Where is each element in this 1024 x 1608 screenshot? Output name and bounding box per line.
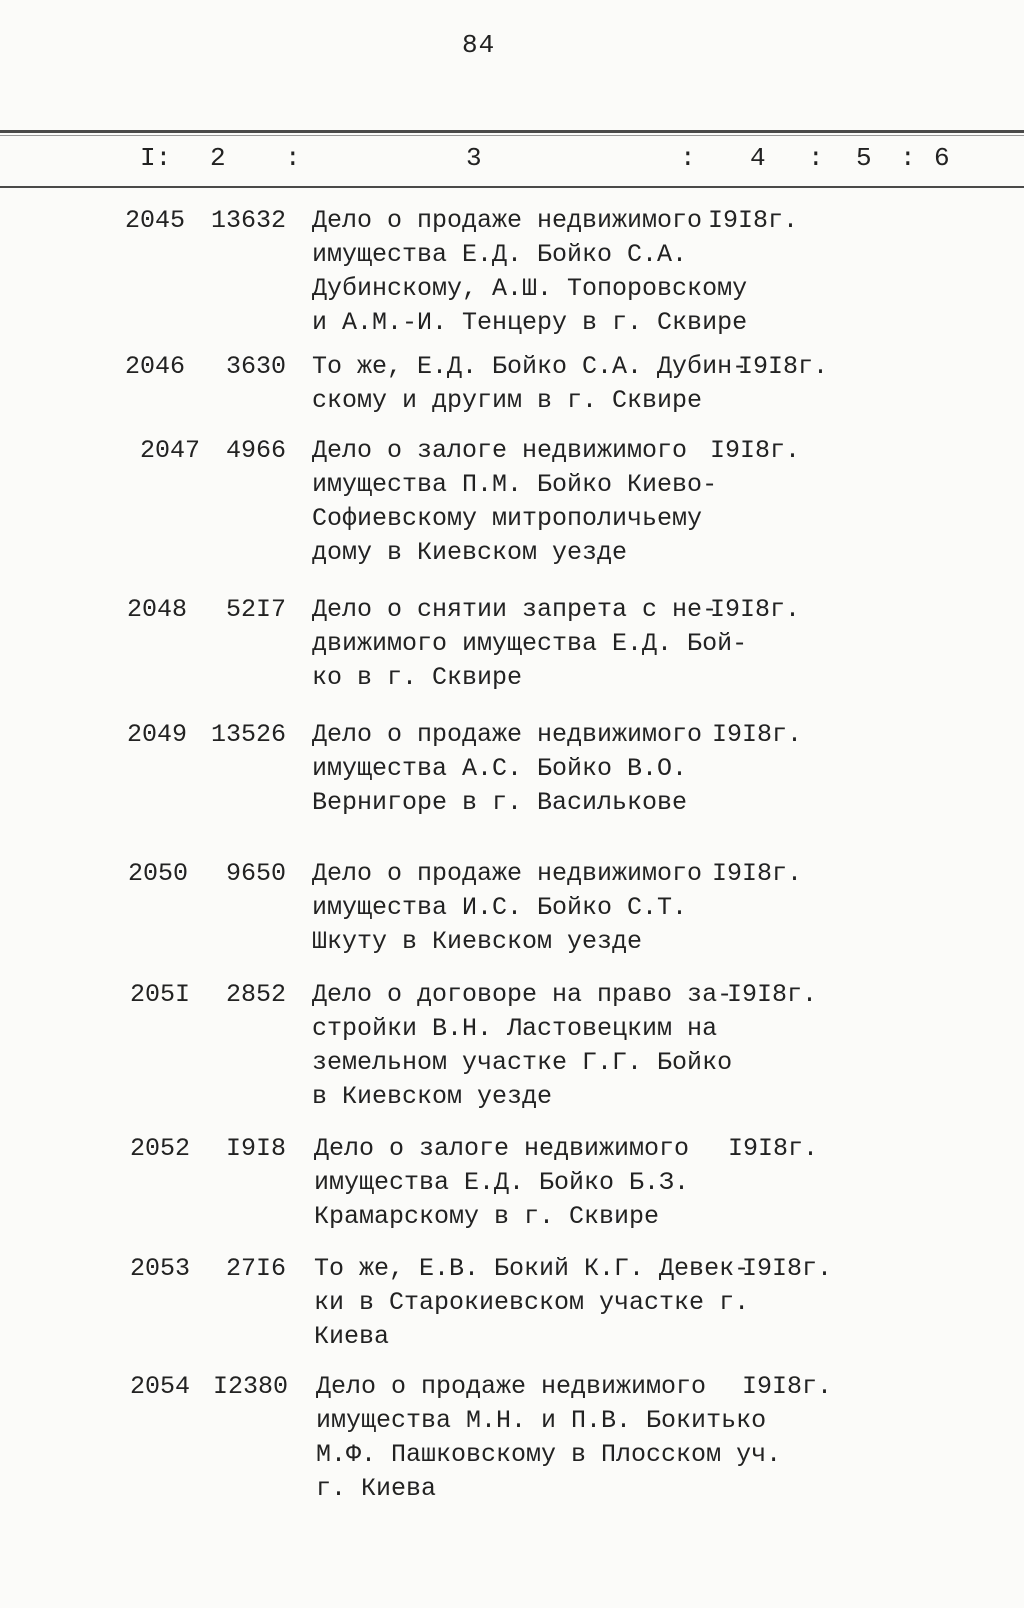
- description-line: имущества М.Н. и П.В. Бокитько: [316, 1406, 767, 1435]
- entry-description: [312, 593, 747, 695]
- entry-description: [314, 1252, 749, 1354]
- entry-description: [312, 204, 747, 340]
- entry-year: I9I8г.: [710, 436, 801, 465]
- description-line: Дело о продаже недвижимого: [312, 720, 703, 749]
- column-separator: :: [680, 143, 696, 173]
- description-line: в Киевском уезде: [312, 1082, 553, 1111]
- entry-description: [312, 857, 702, 959]
- description-line: г. Киева: [316, 1474, 437, 1503]
- entry-year: I9I8г.: [710, 595, 801, 624]
- description-line: Дубинскому, А.Ш. Топоровскому: [312, 274, 748, 303]
- column-header-6: 6: [934, 143, 950, 173]
- entry-number: 2047: [140, 436, 201, 465]
- entry-description: [312, 718, 702, 820]
- description-line: имущества Е.Д. Бойко С.А.: [312, 240, 688, 269]
- entry-description: [312, 350, 747, 418]
- column-header-3: 3: [466, 143, 482, 173]
- entry-description: [312, 978, 732, 1114]
- entry-year: I9I8г.: [708, 206, 799, 235]
- entry-year: I9I8г.: [738, 352, 829, 381]
- inventory-number: I2380: [212, 1372, 288, 1401]
- entry-number: 2054: [130, 1372, 191, 1401]
- inventory-number: 27I6: [225, 1254, 286, 1283]
- inventory-number: 13632: [210, 206, 286, 235]
- header-rule-top-thin: [0, 135, 1024, 136]
- description-line: ко в г. Сквире: [312, 663, 523, 692]
- entry-description: [314, 1132, 689, 1234]
- entry-year: I9I8г.: [727, 980, 818, 1009]
- description-line: и А.М.-И. Тенцеру в г. Сквире: [312, 308, 748, 337]
- entry-number: 2045: [125, 206, 186, 235]
- column-separator: :: [285, 143, 301, 173]
- description-line: То же, Е.В. Бокий К.Г. Девек-: [314, 1254, 750, 1283]
- description-line: Вернигоре в г. Василькове: [312, 788, 688, 817]
- description-line: Софиевскому митрополичьему: [312, 504, 703, 533]
- entry-number: 2052: [130, 1134, 191, 1163]
- description-line: стройки В.Н. Ластовецким на: [312, 1014, 718, 1043]
- inventory-number: 2852: [225, 980, 286, 1009]
- entry-year: I9I8г.: [728, 1134, 819, 1163]
- entry-number: 2050: [128, 859, 189, 888]
- entry-number: 2053: [130, 1254, 191, 1283]
- entry-description: [312, 434, 717, 570]
- description-line: Дело о продаже недвижимого: [312, 859, 703, 888]
- description-line: земельном участке Г.Г. Бойко: [312, 1048, 733, 1077]
- description-line: имущества А.С. Бойко В.О.: [312, 754, 688, 783]
- entry-year: I9I8г.: [712, 720, 803, 749]
- entry-number: 2049: [127, 720, 188, 749]
- inventory-number: 3630: [225, 352, 286, 381]
- inventory-number: 4966: [225, 436, 286, 465]
- description-line: имущества П.М. Бойко Киево-: [312, 470, 718, 499]
- description-line: имущества Е.Д. Бойко Б.З.: [314, 1168, 690, 1197]
- entry-year: I9I8г.: [742, 1372, 833, 1401]
- column-separator: :: [808, 143, 824, 173]
- column-header-1: I:: [140, 143, 172, 173]
- description-line: Дело о продаже недвижимого: [316, 1372, 707, 1401]
- description-line: имущества И.С. Бойко С.Т.: [312, 893, 688, 922]
- entry-number: 2046: [125, 352, 186, 381]
- inventory-number: 13526: [210, 720, 286, 749]
- entry-number: 2048: [127, 595, 188, 624]
- description-line: М.Ф. Пашковскому в Плосском уч.: [316, 1440, 782, 1469]
- description-line: дому в Киевском уезде: [312, 538, 628, 567]
- description-line: Дело о снятии запрета с не-: [312, 595, 718, 624]
- column-header-2: 2: [210, 143, 226, 173]
- description-line: Дело о договоре на право за-: [312, 980, 733, 1009]
- description-line: ки в Старокиевском участке г.: [314, 1288, 750, 1317]
- entry-year: I9I8г.: [712, 859, 803, 888]
- description-line: То же, Е.Д. Бойко С.А. Дубин-: [312, 352, 748, 381]
- description-line: Крамарскому в г. Сквире: [314, 1202, 660, 1231]
- description-line: Шкуту в Киевском уезде: [312, 927, 643, 956]
- header-rule-bottom: [0, 186, 1024, 188]
- entry-year: I9I8г.: [742, 1254, 833, 1283]
- entry-description: [316, 1370, 781, 1506]
- description-line: Дело о продаже недвижимого: [312, 206, 703, 235]
- inventory-number: 52I7: [225, 595, 286, 624]
- inventory-number: I9I8: [225, 1134, 286, 1163]
- header-rule-top: [0, 130, 1024, 133]
- column-header-5: 5: [856, 143, 872, 173]
- column-separator: :: [900, 143, 916, 173]
- description-line: скому и другим в г. Сквире: [312, 386, 703, 415]
- inventory-number: 9650: [225, 859, 286, 888]
- page-number: 84: [462, 30, 496, 60]
- description-line: Дело о залоге недвижимого: [312, 436, 688, 465]
- description-line: Киева: [314, 1322, 390, 1351]
- description-line: Дело о залоге недвижимого: [314, 1134, 690, 1163]
- entry-number: 205I: [130, 980, 191, 1009]
- description-line: движимого имущества Е.Д. Бой-: [312, 629, 748, 658]
- column-header-4: 4: [750, 143, 766, 173]
